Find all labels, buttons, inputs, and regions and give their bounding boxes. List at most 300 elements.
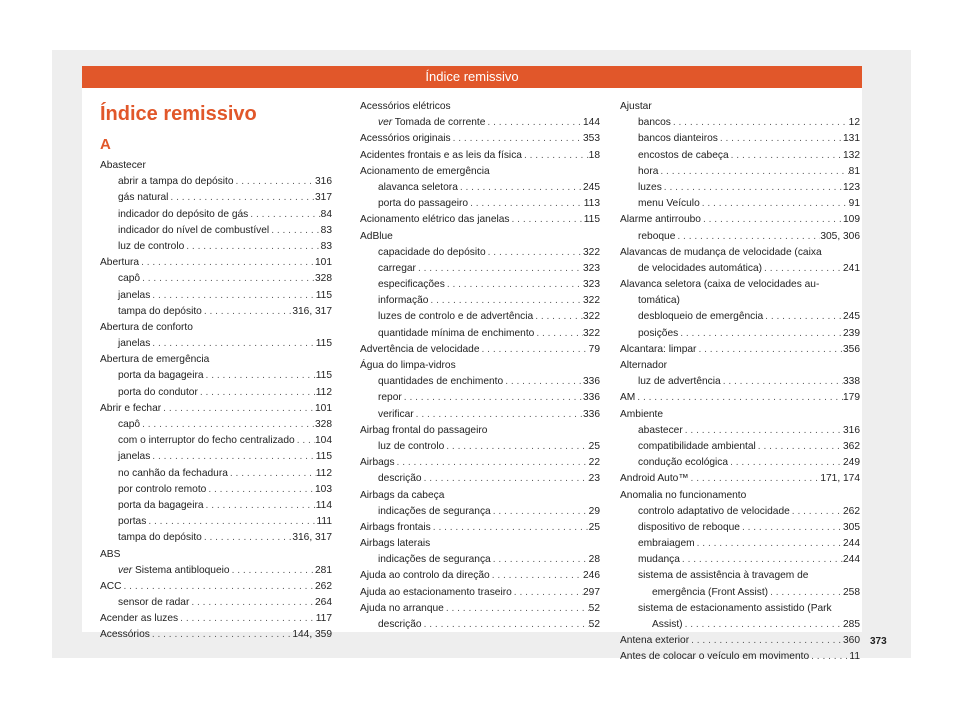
leader-dots (680, 552, 843, 568)
index-entry (378, 374, 600, 390)
index-entry (378, 261, 600, 277)
index-term: Abastecer (100, 160, 146, 171)
index-term: dispositivo de reboque (638, 521, 740, 533)
page-ref: 246 (583, 570, 600, 582)
index-term: Acessórios elétricos (360, 101, 451, 112)
index-term: ABS (100, 548, 121, 560)
index-entry (378, 293, 600, 309)
page-ref: 285 (843, 619, 860, 630)
index-entry (118, 563, 332, 579)
index-term: Airbags da cabeça (360, 489, 445, 501)
index-entry (100, 611, 332, 627)
page-ref: 81 (848, 165, 860, 177)
index-entry (378, 196, 600, 212)
index-term: luzes de controlo e de advertência (378, 311, 534, 323)
leader-dots (150, 336, 315, 352)
leader-dots (140, 417, 315, 433)
index-entry (652, 617, 860, 633)
index-term: no canhão da fechadura (118, 467, 228, 479)
index-entry (118, 466, 332, 482)
index-entry (360, 488, 600, 504)
index-entry (100, 255, 332, 271)
index-entry (378, 326, 600, 342)
leader-dots (184, 239, 320, 255)
page-ref: 322 (583, 246, 600, 258)
leader-dots (146, 514, 316, 530)
index-entry (118, 449, 332, 465)
page-ref: 101 (315, 402, 332, 414)
index-term: hora (638, 165, 659, 177)
leader-dots (762, 261, 843, 277)
index-term: por controlo remoto (118, 483, 207, 495)
index-entry (638, 131, 860, 147)
index-page (82, 66, 862, 663)
index-term: Acionamento elétrico das janelas (360, 214, 510, 226)
index-entry (620, 633, 860, 649)
index-entry (118, 288, 332, 304)
index-entry (378, 180, 600, 196)
index-entry (638, 601, 860, 617)
page-ref: 297 (583, 586, 600, 598)
index-term: abastecer (638, 424, 683, 436)
leader-dots (790, 504, 843, 520)
index-term: tampa do depósito (118, 305, 202, 317)
leader-dots (444, 439, 588, 455)
page-ref: 356 (843, 343, 860, 355)
leader-dots (150, 288, 315, 304)
page-ref: 336 (583, 376, 600, 388)
index-entry (638, 568, 860, 584)
page-ref: 281 (315, 564, 332, 576)
index-entry (378, 471, 600, 487)
index-entry (118, 207, 332, 223)
index-entry (118, 595, 332, 611)
index-entry (638, 180, 860, 196)
leader-dots (683, 423, 843, 439)
leader-dots (178, 611, 316, 627)
page-ref: 115 (315, 338, 332, 350)
page-ref: 25 (588, 440, 600, 452)
index-term: janelas (118, 289, 151, 301)
page-ref: 249 (843, 457, 860, 469)
page-title: Índice remissivo (100, 103, 257, 125)
page-ref: 112 (315, 467, 332, 479)
leader-dots (428, 293, 583, 309)
index-term: Ajuda ao controlo da direção (360, 570, 490, 582)
index-term: Abertura de conforto (100, 321, 193, 333)
index-column-2 (360, 99, 600, 633)
leader-dots (189, 595, 315, 611)
index-term: Airbags laterais (360, 538, 431, 550)
index-entry (360, 536, 600, 552)
index-term (378, 115, 485, 131)
page-ref: 52 (588, 602, 600, 614)
index-entry (638, 439, 860, 455)
leader-dots (422, 471, 589, 487)
index-entry (638, 326, 860, 342)
leader-dots (701, 212, 843, 228)
page-ref: 305 (843, 521, 860, 533)
page-ref: 322 (583, 327, 600, 339)
page-ref: 115 (315, 289, 332, 301)
index-term: Alavanca seletora (caixa de velocidades au- (620, 279, 820, 291)
index-term: Alavancas de mudança de velocidade (caixa (620, 246, 822, 258)
index-term: Acessórios (100, 629, 150, 641)
index-term: controlo adaptativo de velocidade (638, 505, 790, 517)
index-entry (638, 115, 860, 131)
index-term: AM (620, 392, 636, 404)
index-entry (378, 245, 600, 261)
page-ref: 171, 174 (820, 473, 860, 485)
index-entry (100, 627, 332, 643)
leader-dots (534, 326, 583, 342)
leader-dots (485, 115, 583, 131)
index-term: Ambiente (620, 408, 664, 420)
page-ref: 258 (843, 586, 860, 598)
index-entry (620, 471, 860, 487)
index-entry (378, 504, 600, 520)
index-term: Água do limpa-vidros (360, 360, 456, 371)
index-column-1 (100, 158, 332, 644)
index-term: de velocidades automática) (638, 262, 763, 274)
page-ref: 131 (843, 133, 860, 145)
index-term: AdBlue (360, 230, 393, 242)
index-entry (638, 261, 860, 277)
page-ref: 117 (315, 613, 332, 625)
leader-dots (198, 385, 316, 401)
leader-dots (451, 131, 583, 147)
page-ref: 323 (583, 279, 600, 291)
page-ref: 144 (583, 117, 600, 129)
leader-dots (503, 374, 583, 390)
index-entry (360, 455, 600, 471)
index-entry (378, 115, 600, 131)
page-ref: 22 (588, 457, 600, 469)
page-ref: 114 (315, 499, 332, 511)
leader-dots (468, 196, 584, 212)
index-term: Antes de colocar o veículo em movimento (620, 651, 810, 663)
index-entry (118, 530, 332, 546)
page-ref: 123 (843, 181, 860, 193)
page-number: 373 (870, 636, 887, 647)
page-ref: 83 (320, 240, 332, 252)
index-term: porta da bagageira (118, 499, 204, 511)
index-column-3 (620, 99, 860, 666)
index-entry (620, 390, 860, 406)
index-term: indicador do depósito de gás (118, 208, 249, 220)
index-term: capacidade do depósito (378, 246, 486, 258)
index-term: condução ecológica (638, 457, 729, 469)
leader-dots (486, 245, 583, 261)
leader-dots (161, 401, 315, 417)
index-entry (118, 482, 332, 498)
page-ref: 264 (315, 597, 332, 609)
leader-dots (635, 390, 843, 406)
index-term: gás natural (118, 192, 169, 204)
index-term: repor (378, 392, 402, 404)
leader-dots (689, 633, 843, 649)
index-term-text: Tomada de corrente (392, 117, 486, 129)
index-term: Ajuda ao estacionamento traseiro (360, 586, 512, 598)
index-term: Ajuda no arranque (360, 602, 444, 614)
index-entry (638, 374, 860, 390)
index-entry (118, 417, 332, 433)
index-entry (638, 164, 860, 180)
leader-dots (718, 131, 843, 147)
leader-dots (683, 617, 843, 633)
leader-dots (416, 261, 583, 277)
index-term: sistema de assistência à travagem de (638, 570, 809, 582)
index-entry (620, 245, 860, 261)
index-entry (620, 407, 860, 423)
page-ref: 113 (583, 198, 600, 210)
index-term: emergência (Front Assist) (652, 586, 769, 598)
index-term: especificações (378, 279, 445, 291)
page-ref: 245 (843, 311, 860, 323)
index-entry (360, 131, 600, 147)
page-ref: 29 (588, 505, 600, 517)
leader-dots (444, 601, 589, 617)
leader-dots (168, 190, 315, 206)
page-ref: 239 (843, 327, 860, 339)
page-ref: 109 (843, 214, 860, 226)
index-term: indicador do nível de combustível (118, 224, 270, 236)
leader-dots (234, 174, 315, 190)
index-term: bancos (638, 117, 671, 129)
leader-dots (696, 342, 843, 358)
leader-dots (671, 115, 849, 131)
index-entry (118, 239, 332, 255)
page-ref: 179 (843, 392, 860, 404)
index-term: porta do condutor (118, 386, 198, 398)
page-ref: 322 (583, 295, 600, 307)
index-entry (118, 190, 332, 206)
index-entry (360, 568, 600, 584)
index-entry (118, 514, 332, 530)
page-ref: 115 (315, 451, 332, 463)
leader-dots (512, 585, 583, 601)
page-ref: 91 (848, 198, 860, 210)
index-entry (378, 439, 600, 455)
index-term: verificar (378, 408, 414, 420)
index-term: compatibilidade ambiental (638, 440, 756, 452)
index-term: bancos dianteiros (638, 133, 718, 145)
leader-dots (480, 342, 589, 358)
page-ref: 115 (583, 214, 600, 226)
index-entry (360, 358, 600, 374)
leader-dots (756, 439, 843, 455)
index-entry (620, 342, 860, 358)
leader-dots (728, 455, 843, 471)
index-term: alavanca seletora (378, 181, 458, 193)
index-entry (638, 423, 860, 439)
leader-dots (740, 520, 843, 536)
index-entry (378, 407, 600, 423)
index-term: capô (118, 273, 141, 285)
index-term: Abertura (100, 257, 140, 269)
index-term: sensor de radar (118, 597, 190, 609)
index-entry (620, 212, 860, 228)
index-entry (360, 164, 600, 180)
leader-dots (763, 309, 843, 325)
leader-dots (768, 585, 843, 601)
index-entry (360, 99, 600, 115)
leader-dots (695, 536, 843, 552)
section-letter: A (100, 136, 111, 153)
page-ref: 79 (588, 343, 600, 355)
index-entry (118, 304, 332, 320)
index-term: Alternador (620, 360, 668, 371)
leader-dots (395, 455, 589, 471)
leader-dots (678, 326, 843, 342)
index-entry (378, 390, 600, 406)
index-term: informação (378, 295, 429, 307)
page-ref: 328 (315, 273, 332, 285)
leader-dots (662, 180, 843, 196)
index-term: Abertura de emergência (100, 354, 210, 366)
index-entry (620, 488, 860, 504)
index-entry (100, 579, 332, 595)
leader-dots (491, 504, 589, 520)
page-ref: 11 (849, 651, 860, 663)
index-term: Antena exterior (620, 635, 690, 647)
index-entry (638, 309, 860, 325)
index-entry (378, 617, 600, 633)
index-entry (360, 229, 600, 245)
index-entry (360, 212, 600, 228)
page-ref: 83 (320, 224, 332, 236)
leader-dots (491, 552, 589, 568)
index-entry (118, 336, 332, 352)
index-entry (638, 455, 860, 471)
page-ref: 84 (320, 208, 332, 220)
index-term: quantidade mínima de enchimento (378, 327, 535, 339)
page-ref: 336 (583, 392, 600, 404)
page-ref: 336 (583, 408, 600, 420)
index-entry (118, 385, 332, 401)
leader-dots (522, 148, 589, 164)
index-term: desbloqueio de emergência (638, 311, 764, 323)
index-entry (620, 649, 860, 665)
leader-dots (422, 617, 589, 633)
page-ref: 316, 317 (292, 532, 332, 544)
page-ref: 111 (316, 516, 332, 528)
index-entry (100, 320, 332, 336)
index-term: Airbags frontais (360, 521, 431, 533)
index-entry (118, 433, 332, 449)
index-term: porta do passageiro (378, 198, 469, 210)
see-reference: ver (118, 564, 133, 576)
leader-dots (150, 627, 293, 643)
index-entry (378, 309, 600, 325)
index-term: menu Veículo (638, 198, 700, 210)
index-term: Abrir e fechar (100, 402, 162, 414)
index-term: Anomalia no funcionamento (620, 489, 747, 501)
index-term: encostos de cabeça (638, 149, 729, 161)
page-ref: 362 (843, 440, 860, 452)
index-entry (620, 358, 860, 374)
index-term: Acidentes frontais e as leis da física (360, 149, 522, 161)
page-ref: 316 (315, 176, 332, 188)
page-ref: 305, 306 (820, 230, 860, 242)
leader-dots (490, 568, 583, 584)
index-entry (638, 504, 860, 520)
index-term: ACC (100, 580, 122, 592)
index-entry (360, 423, 600, 439)
index-term: indicações de segurança (378, 505, 491, 517)
page-ref: 328 (315, 419, 332, 430)
index-term: janelas (118, 338, 151, 350)
page-ref: 132 (843, 149, 860, 161)
index-term: Assist) (652, 619, 683, 630)
page-ref: 353 (583, 133, 600, 145)
page-ref: 338 (843, 376, 860, 388)
leader-dots (248, 207, 320, 223)
leader-dots (431, 520, 589, 536)
index-term: descrição (378, 619, 422, 630)
index-term: com o interruptor do fecho centralizado (118, 435, 295, 447)
index-entry (360, 601, 600, 617)
leader-dots (204, 498, 316, 514)
index-entry (638, 520, 860, 536)
index-term: luz de controlo (118, 240, 185, 252)
page-ref: 262 (315, 580, 332, 592)
index-entry (360, 585, 600, 601)
index-entry (360, 342, 600, 358)
leader-dots (122, 579, 315, 595)
see-reference: ver (378, 117, 393, 129)
page-ref: 244 (843, 554, 860, 566)
page-ref: 245 (583, 181, 600, 193)
index-entry (638, 552, 860, 568)
index-term: mudança (638, 554, 680, 566)
index-term: reboque (638, 230, 676, 242)
index-entry (118, 174, 332, 190)
index-entry (360, 148, 600, 164)
page-ref: 115 (315, 370, 332, 382)
page-ref: 262 (843, 505, 860, 517)
leader-dots (689, 471, 821, 487)
page-ref: 316, 317 (292, 305, 332, 317)
page-ref: 360 (843, 635, 860, 647)
leader-dots (721, 374, 843, 390)
index-term: Airbags (360, 457, 395, 469)
leader-dots (269, 223, 320, 239)
leader-dots (458, 180, 583, 196)
index-entry (378, 552, 600, 568)
leader-dots (445, 277, 583, 293)
index-term: capô (118, 419, 141, 430)
index-entry (638, 148, 860, 164)
index-entry (620, 99, 860, 115)
leader-dots (700, 196, 849, 212)
index-term (118, 563, 230, 579)
page-ref: 103 (315, 483, 332, 495)
index-entry (378, 277, 600, 293)
index-term: abrir a tampa do depósito (118, 176, 234, 188)
leader-dots (510, 212, 584, 228)
leader-dots (206, 482, 315, 498)
page-ref: 28 (588, 554, 600, 566)
leader-dots (729, 148, 843, 164)
index-term-text: Sistema antibloqueio (132, 564, 230, 576)
index-entry (100, 158, 332, 174)
index-term: quantidades de enchimento (378, 376, 504, 388)
page-ref: 144, 359 (292, 629, 332, 641)
page-ref: 12 (848, 117, 860, 129)
page-ref: 112 (315, 386, 332, 398)
index-term: luz de controlo (378, 440, 445, 452)
